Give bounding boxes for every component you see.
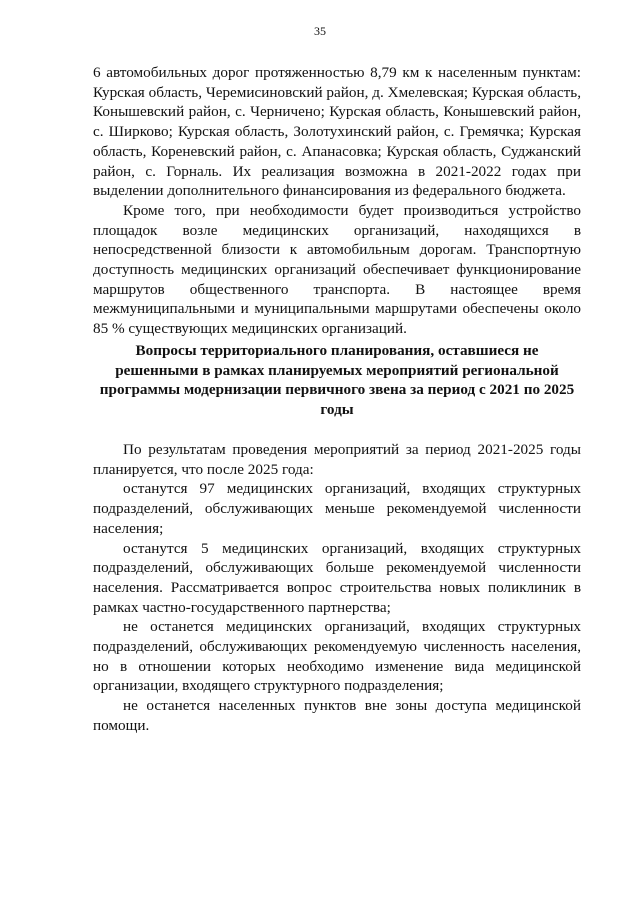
paragraph-transport: Кроме того, при необходимости будет производиться устройство площадок возле медицинских организаций, находящихся в непосредственной близости к автомобильным дорогам. Транспортную доступность медицинских организаций обеспечивает функционирование маршрутов общественного транспорта. В настоящее время межмуниципальными и муниципальными маршрутами обеспечены около 85 % существующих медицинских организаций. [93, 201, 581, 338]
text-block-bottom [93, 440, 581, 736]
page-number: 35 [314, 24, 326, 38]
text-block-top [93, 63, 581, 339]
paragraph-intro: По результатам проведения мероприятий за период 2021-2025 годы планируется, что после 2025 года: [93, 441, 581, 478]
section-heading-block [93, 341, 581, 420]
list-item-more: останутся 5 медицинских организаций, входящих структурных подразделений, обслуживающих больше рекомендуемой численности населения. Рассматривается вопрос строительства новых поликлиник в рамках частно-государственного партнерства; [93, 539, 581, 616]
paragraph-roads: 6 автомобильных дорог протяженностью 8,79 км к населенным пунктам: Курская область, Черемисиновский район, д. Хмелевская; Курская область, Конышевский район, с. Черничено; Курская область, Конышевский район, с. Ширково; Курская область, Золотухинский район, с. Гремячка; Курская область, Кореневский район, с. Апанасовка; Курская область, Суджанский район, с. Горналь. Их реализация возможна в 2021-2022 годах при выделении дополнительного финансирования из федерального бюджета. [93, 64, 581, 200]
list-item-access: не останется населенных пунктов вне зоны доступа медицинской помощи. [93, 697, 581, 734]
list-item-fewer: останутся 97 медицинских организаций, входящих структурных подразделений, обслуживающих меньше рекомендуемой численности населения; [93, 480, 581, 537]
list-item-recommended: не останется медицинских организаций, входящих структурных подразделений, обслуживающих рекомендуемую численность населения, но в отношении которых необходимо изменение вида медицинской организации, входящего структурного подразделения; [93, 618, 581, 695]
section-heading: Вопросы территориального планирования, оставшиеся не решенными в рамках планируемых мероприятий региональной программы модернизации первичного звена за период с 2021 по 2025 годы [99, 342, 575, 419]
